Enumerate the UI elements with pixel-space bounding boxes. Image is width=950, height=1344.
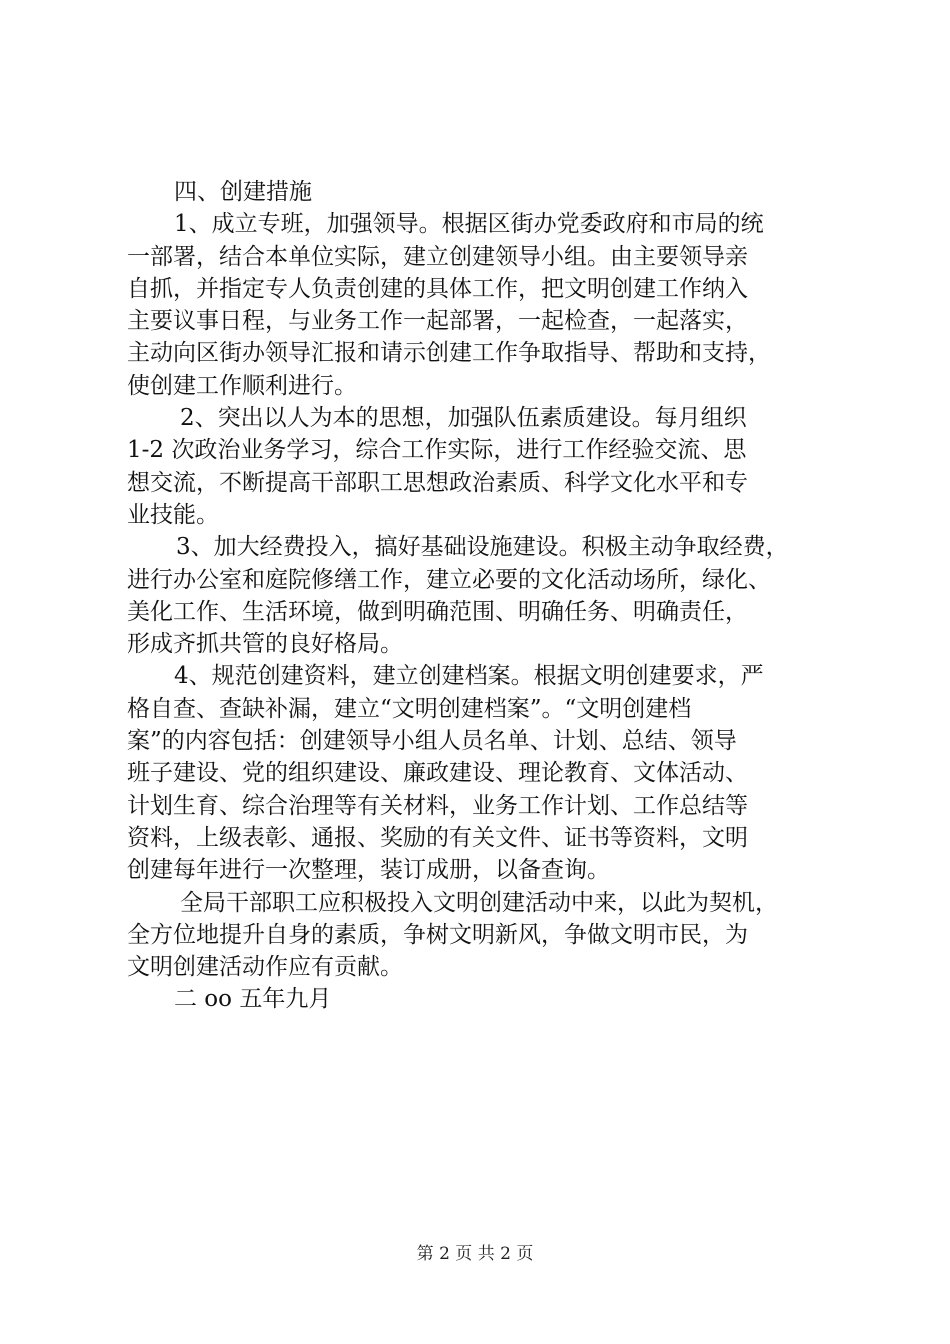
paragraph-line: 进行办公室和庭院修缮工作，建立必要的文化活动场所，绿化、 <box>127 566 771 593</box>
page-footer: 第 2 页 共 2 页 <box>416 1244 534 1264</box>
paragraph-5 <box>127 887 832 984</box>
paragraph-line: 全方位地提升自身的素质，争树文明新风，争做文明市民，为 <box>127 921 748 948</box>
paragraph-line: 1-2 次政治业务学习，综合工作实际，进行工作经验交流、思 <box>127 437 747 464</box>
paragraph-line: 班子建设、党的组织建设、廉政建设、理论教育、文体活动、 <box>127 760 748 787</box>
paragraph-2 <box>127 402 832 531</box>
paragraph-1 <box>127 208 832 402</box>
paragraph-line: 业技能。 <box>127 501 219 528</box>
paragraph-line: 创建每年进行一次整理，装订成册，以备查询。 <box>127 857 610 884</box>
paragraph-line: 资料，上级表彰、通报、奖励的有关文件、证书等资料，文明 <box>127 824 748 851</box>
paragraph-line: 想交流，不断提高干部职工思想政治素质、科学文化水平和专 <box>127 469 748 496</box>
paragraph-4 <box>127 660 832 886</box>
section-heading: 四、创建措施 <box>174 179 312 205</box>
paragraph-line: 全局干部职工应积极投入文明创建活动中来，以此为契机， <box>180 889 778 916</box>
paragraph-line: 主动向区街办领导汇报和请示创建工作争取指导、帮助和支持， <box>127 340 771 367</box>
paragraph-line: 1、成立专班，加强领导。根据区街办党委政府和市局的统 <box>174 211 764 238</box>
paragraph-line: 形成齐抓共管的良好格局。 <box>127 631 403 658</box>
paragraph-line: 一部署，结合本单位实际，建立创建领导小组。由主要领导亲 <box>127 243 748 270</box>
paragraph-line: 文明创建活动作应有贡献。 <box>127 954 403 981</box>
paragraph-line: 格自查、查缺补漏，建立“文明创建档案”。“文明创建档 <box>127 695 692 722</box>
paragraph-line: 案”的内容包括：创建领导小组人员名单、计划、总结、领导 <box>127 728 737 755</box>
document-date: 二 oo 五年九月 <box>174 986 332 1013</box>
paragraph-line: 4、规范创建资料，建立创建档案。根据文明创建要求，严 <box>174 663 764 690</box>
paragraph-line: 3、加大经费投入，搞好基础设施建设。积极主动争取经费， <box>176 534 789 561</box>
paragraph-3 <box>127 531 832 660</box>
paragraph-line: 主要议事日程，与业务工作一起部署，一起检查，一起落实， <box>127 308 748 335</box>
paragraph-line: 使创建工作顺利进行。 <box>127 372 357 399</box>
paragraph-line: 2、突出以人为本的思想，加强队伍素质建设。每月组织 <box>180 405 747 432</box>
paragraph-line: 自抓，并指定专人负责创建的具体工作，把文明创建工作纳入 <box>127 275 748 302</box>
paragraph-line: 计划生育、综合治理等有关材料，业务工作计划、工作总结等 <box>127 792 748 819</box>
document-body <box>127 176 832 1016</box>
paragraph-line: 美化工作、生活环境，做到明确范围、明确任务、明确责任， <box>127 598 748 625</box>
